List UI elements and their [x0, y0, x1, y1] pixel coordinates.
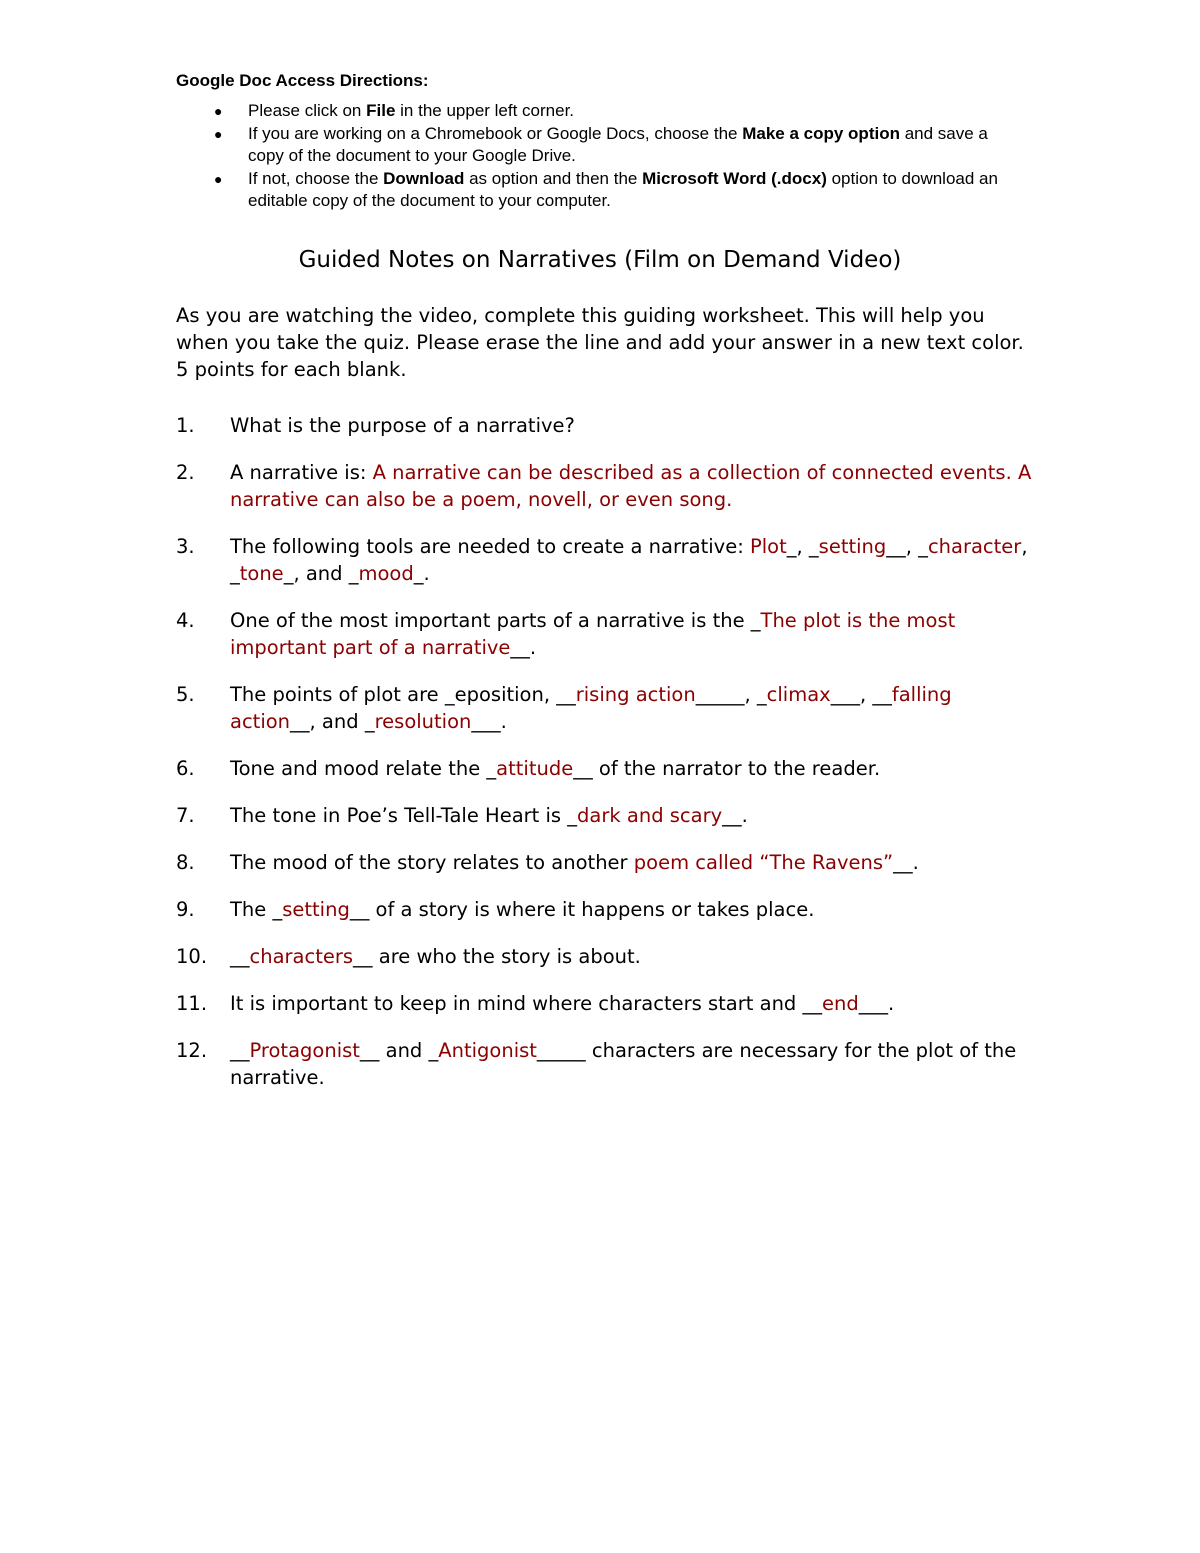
document-title: Guided Notes on Narratives (Film on Demand Video): [298, 247, 902, 273]
directions-text: If you are working on a Chromebook or Google Docs, choose the: [248, 124, 743, 143]
question-item: [176, 412, 1036, 439]
question-text: The tone in Poe’s Tell-Tale Heart is _: [230, 804, 578, 827]
question-number: 6.: [176, 757, 195, 780]
question-text: A narrative is:: [230, 461, 373, 484]
bullet-icon: ●: [214, 171, 223, 187]
question-number: 2.: [176, 461, 195, 484]
answer-text[interactable]: attitude: [496, 757, 574, 780]
question-text: What is the purpose of a narrative?: [230, 414, 575, 437]
answer-text[interactable]: The plot is the most important part of a narrative: [230, 609, 956, 659]
directions-text: as option and then the: [464, 169, 643, 188]
question-number: 8.: [176, 851, 195, 874]
question-text: __ are who the story is about.: [353, 945, 641, 968]
directions-bold-text: Download: [383, 169, 465, 188]
directions-text: If not, choose the: [248, 169, 384, 188]
directions-item: [176, 123, 1026, 167]
question-text: __, and _: [290, 710, 375, 733]
answer-text[interactable]: climax: [766, 683, 831, 706]
question-text: ___, __: [830, 683, 892, 706]
question-text: __.: [893, 851, 919, 874]
question-text: _, and _: [283, 562, 359, 585]
question-text: The points of plot are _eposition, __: [230, 683, 576, 706]
answer-text[interactable]: A narrative can be described as a collection of connected events. A narrative can also be a poem, novell, or even song.: [230, 461, 1032, 511]
question-text: __.: [722, 804, 748, 827]
directions-text: and save a copy of the document to your Google Drive.: [248, 124, 988, 165]
question-item: [176, 896, 1036, 923]
directions-text: option to download an editable copy of the document to your computer.: [248, 169, 998, 210]
question-number: 5.: [176, 683, 195, 706]
question-text: __: [230, 945, 250, 968]
answer-text[interactable]: tone: [239, 562, 284, 585]
question-number: 9.: [176, 898, 195, 921]
question-item: [176, 849, 1036, 876]
question-list: [176, 412, 1036, 1091]
question-item: [176, 802, 1036, 829]
directions-bold-text: Make a copy option: [742, 124, 900, 143]
directions-text: Please click on: [248, 101, 367, 120]
answer-text[interactable]: mood: [358, 562, 414, 585]
answer-text[interactable]: rising action: [575, 683, 696, 706]
directions-list: [176, 100, 1026, 212]
question-text: __ of the narrator to the reader.: [573, 757, 881, 780]
question-text: The mood of the story relates to another: [230, 851, 634, 874]
question-text: _, _: [786, 535, 819, 558]
directions-item: [176, 100, 1026, 122]
question-text: ___.: [471, 710, 507, 733]
question-number: 3.: [176, 535, 195, 558]
question-text: Tone and mood relate the _: [230, 757, 497, 780]
question-item: [176, 755, 1036, 782]
question-number: 4.: [176, 609, 195, 632]
question-text: One of the most important parts of a narrative is the _: [230, 609, 761, 632]
question-item: [176, 990, 1036, 1017]
directions-bold-text: Microsoft Word (.docx): [642, 169, 827, 188]
directions-text: in the upper left corner.: [395, 101, 575, 120]
question-text: _____ characters are necessary for the plot of the narrative.: [230, 1039, 1017, 1089]
question-text: It is important to keep in mind where characters start and __: [230, 992, 822, 1015]
question-item: [176, 533, 1036, 587]
answer-text[interactable]: end: [822, 992, 859, 1015]
bullet-icon: ●: [214, 126, 223, 142]
question-text: _____, _: [695, 683, 767, 706]
question-text: __.: [510, 636, 537, 659]
directions-heading: Google Doc Access Directions:: [176, 71, 429, 90]
question-number: 10.: [176, 945, 208, 968]
bullet-icon: ●: [214, 103, 223, 119]
question-text: , _: [230, 535, 1028, 585]
question-text: The following tools are needed to create a narrative:: [230, 535, 750, 558]
answer-text[interactable]: setting: [282, 898, 350, 921]
question-item: [176, 681, 1036, 735]
answer-text[interactable]: Protagonist: [249, 1039, 360, 1062]
answer-text[interactable]: falling action: [230, 683, 952, 733]
answer-text[interactable]: resolution: [374, 710, 472, 733]
answer-text[interactable]: characters: [249, 945, 354, 968]
question-item: [176, 1037, 1036, 1091]
question-text: The _: [230, 898, 283, 921]
intro-paragraph: As you are watching the video, complete this guiding worksheet. This will help you when you take the quiz. Please erase the line and add your answer in a new text color. 5 points for each blank.: [176, 304, 1024, 381]
question-text: __ and _: [359, 1039, 439, 1062]
question-text: _.: [413, 562, 430, 585]
answer-text[interactable]: dark and scary: [577, 804, 723, 827]
answer-text[interactable]: Plot: [750, 535, 787, 558]
answer-text[interactable]: setting: [818, 535, 887, 558]
question-text: __ of a story is where it happens or takes place.: [349, 898, 815, 921]
question-text: __, _: [886, 535, 928, 558]
access-directions: [176, 70, 1026, 213]
question-text: ___.: [858, 992, 895, 1015]
question-number: 7.: [176, 804, 195, 827]
question-item: [176, 607, 1036, 661]
directions-item: [176, 168, 1026, 212]
answer-text[interactable]: poem called “The Ravens”: [633, 851, 894, 874]
question-item: [176, 459, 1036, 513]
answer-text[interactable]: Antigonist: [438, 1039, 537, 1062]
question-text: __: [230, 1039, 250, 1062]
question-number: 1.: [176, 414, 195, 437]
question-item: [176, 943, 1036, 970]
directions-bold-text: File: [366, 101, 396, 120]
question-number: 11.: [176, 992, 208, 1015]
answer-text[interactable]: character: [927, 535, 1022, 558]
question-number: 12.: [176, 1039, 208, 1062]
